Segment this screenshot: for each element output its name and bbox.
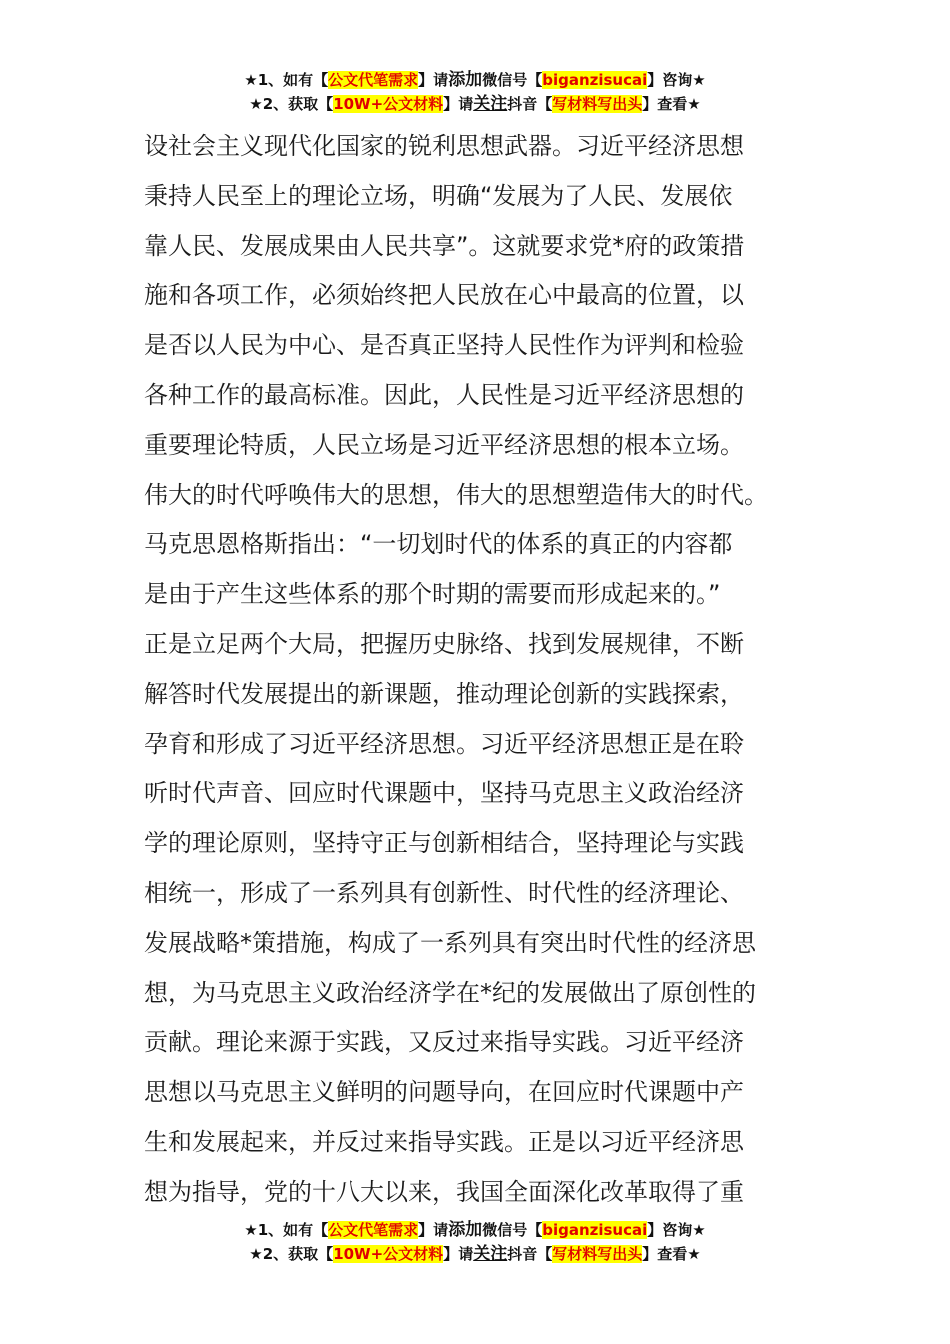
service-highlight: 公文代笔需求 (328, 1221, 419, 1239)
header-banner (0, 68, 950, 116)
document-body (144, 122, 824, 1218)
body-line: 各种工作的最高标准。因此，人民性是习近平经济思想的 (144, 380, 744, 409)
body-line: 马克思恩格斯指出：“一切划时代的体系的真正的内容都 (144, 530, 733, 559)
body-line: 发展战略*策措施，构成了一系列具有突出时代性的经济思 (144, 928, 756, 957)
wechat-id-highlight: biganzisucai (542, 1221, 648, 1239)
body-line: 解答时代发展提出的新课题，推动理论创新的实践探索， (144, 679, 744, 708)
banner-line-1: ★1、如有【公文代笔需求】请添加微信号【biganzisucai】咨询★ (244, 70, 706, 90)
body-line: 设社会主义现代化国家的锐利思想武器。习近平经济思想 (144, 132, 744, 160)
body-line: 施和各项工作，必须始终把人民放在心中最高的位置，以 (144, 281, 744, 310)
body-line: 是否以人民为中心、是否真正坚持人民性作为评判和检验 (144, 331, 744, 360)
body-line: 相统一，形成了一系列具有创新性、时代性的经济理论、 (144, 878, 744, 907)
body-line: 靠人民、发展成果由人民共享”。这就要求党*府的政策措 (144, 231, 745, 260)
body-line: 正是立足两个大局，把握历史脉络、找到发展规律，不断 (144, 629, 744, 658)
body-line: 伟大的时代呼唤伟大的思想，伟大的思想塑造伟大的时代。 (144, 480, 768, 509)
body-line: 贡献。理论来源于实践，又反过来指导实践。习近平经济 (144, 1028, 744, 1057)
body-line: 想为指导，党的十八大以来，我国全面深化改革取得了重 (144, 1177, 744, 1206)
douyin-id-highlight: 写材料写出头 (552, 1245, 643, 1263)
body-line: 重要理论特质，人民立场是习近平经济思想的根本立场。 (144, 430, 744, 459)
body-line: 孕育和形成了习近平经济思想。习近平经济思想正是在聆 (144, 729, 744, 758)
body-line: 学的理论原则，坚持守正与创新相结合，坚持理论与实践 (144, 829, 744, 858)
body-line: 听时代声音、回应时代课题中，坚持马克思主义政治经济 (144, 779, 744, 808)
body-line: 想，为马克思主义政治经济学在*纪的发展做出了原创性的 (144, 978, 756, 1007)
banner-line-2: ★2、获取【10W+公文材料】请关注抖音【写材料写出头】查看★ (249, 94, 701, 114)
service-highlight: 公文代笔需求 (328, 71, 419, 89)
body-line: 思想以马克思主义鲜明的问题导向，在回应时代课题中产 (144, 1078, 744, 1107)
materials-highlight: 10W+公文材料 (333, 1245, 444, 1263)
banner-line-1: ★1、如有【公文代笔需求】请添加微信号【biganzisucai】咨询★ (244, 1220, 706, 1240)
body-line: 秉持人民至上的理论立场，明确“发展为了人民、发展依 (144, 181, 733, 210)
wechat-id-highlight: biganzisucai (542, 71, 648, 89)
body-line: 是由于产生这些体系的那个时期的需要而形成起来的。” (144, 580, 721, 609)
banner-line-2: ★2、获取【10W+公文材料】请关注抖音【写材料写出头】查看★ (249, 1244, 701, 1264)
materials-highlight: 10W+公文材料 (333, 95, 444, 113)
footer-banner (0, 1218, 950, 1266)
douyin-id-highlight: 写材料写出头 (552, 95, 643, 113)
body-line: 生和发展起来，并反过来指导实践。正是以习近平经济思 (144, 1127, 744, 1156)
